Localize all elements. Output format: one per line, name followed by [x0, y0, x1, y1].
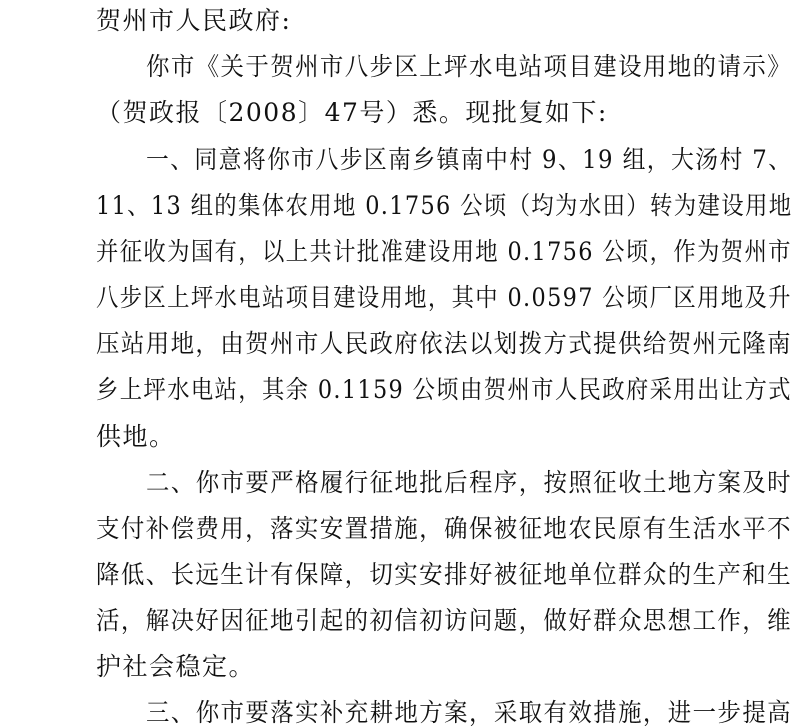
body-line: 一、同意将你市八步区南乡镇南中村 9、19 组，大汤村 7、 [146, 145, 793, 174]
body-line: 供地。 [96, 422, 176, 451]
body-line: 八步区上坪水电站项目建设用地，其中 0.0597 公顷厂区用地及升 [96, 283, 792, 312]
body-line: （贺政报〔2008〕47号）悉。现批复如下: [96, 98, 608, 127]
body-line: 乡上坪水电站，其余 0.1159 公顷由贺州市人民政府采用出让方式 [96, 375, 792, 404]
body-line: 二、你市要严格履行征地批后程序，按照征收土地方案及时 [146, 468, 793, 497]
body-line: 三、你市要落实补充耕地方案，采取有效措施，进一步提高 [146, 698, 793, 727]
body-line: 11、13 组的集体农用地 0.1756 公顷（均为水田）转为建设用地 [96, 191, 793, 220]
addressee: 贺州市人民政府: [96, 6, 292, 35]
body-line: 并征收为国有，以上共计批准建设用地 0.1756 公顷，作为贺州市 [96, 237, 792, 266]
body-line: 支付补偿费用，落实安置措施，确保被征地农民原有生活水平不 [96, 514, 793, 543]
body-line: 你市《关于贺州市八步区上坪水电站项目建设用地的请示》 [146, 52, 793, 81]
body-line: 护社会稳定。 [96, 652, 256, 681]
body-line: 降低、长远生计有保障，切实安排好被征地单位群众的生产和生 [96, 560, 793, 589]
body-line: 活，解决好因征地引起的初信初访问题，做好群众思想工作，维 [96, 606, 793, 635]
body-line: 压站用地，由贺州市人民政府依法以划拨方式提供给贺州元隆南 [96, 329, 793, 358]
